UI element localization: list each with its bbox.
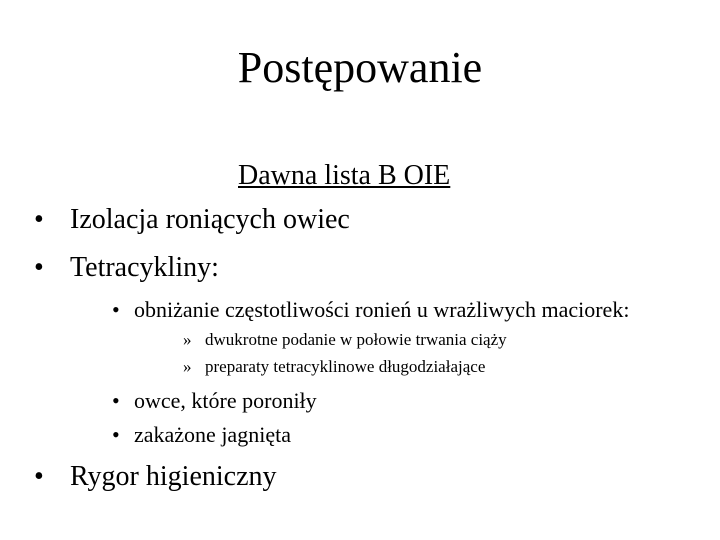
bullet-marker: » <box>183 330 192 349</box>
bullet-marker: » <box>183 357 192 376</box>
bullet-text: dwukrotne podanie w połowie trwania ciąży <box>205 330 507 349</box>
bullet-text: zakażone jagnięta <box>134 422 291 447</box>
bullet-hygiene <box>34 459 277 495</box>
bullet-text: Izolacja roniących owiec <box>70 204 350 235</box>
bullet-text: owce, które poroniły <box>134 388 317 413</box>
bullet-isolation <box>34 202 350 238</box>
sub-bullet-aborted-ewes <box>112 387 317 415</box>
bullet-marker: • <box>112 422 120 447</box>
bullet-text: obniżanie częstotliwości ronień u wrażliwych maciorek: <box>134 297 630 322</box>
bullet-marker: • <box>34 252 44 283</box>
bullet-marker: • <box>34 204 44 235</box>
bullet-marker: • <box>112 297 120 322</box>
bullet-text: Rygor higieniczny <box>70 461 277 492</box>
slide-title: Postępowanie <box>237 43 483 92</box>
bullet-marker: • <box>112 388 120 413</box>
slide-subtitle: Dawna lista B OIE <box>238 160 451 191</box>
sub-bullet-infected-lambs <box>112 421 291 449</box>
bullet-text: Tetracykliny: <box>70 252 219 283</box>
bullet-text: preparaty tetracyklinowe długodziałające <box>205 357 486 376</box>
sub-sub-bullet-dosing <box>183 329 507 351</box>
sub-sub-bullet-long-acting <box>183 356 485 378</box>
sub-bullet-reduction <box>112 296 629 324</box>
bullet-marker: • <box>34 461 44 492</box>
bullet-tetracyclines <box>34 250 219 286</box>
